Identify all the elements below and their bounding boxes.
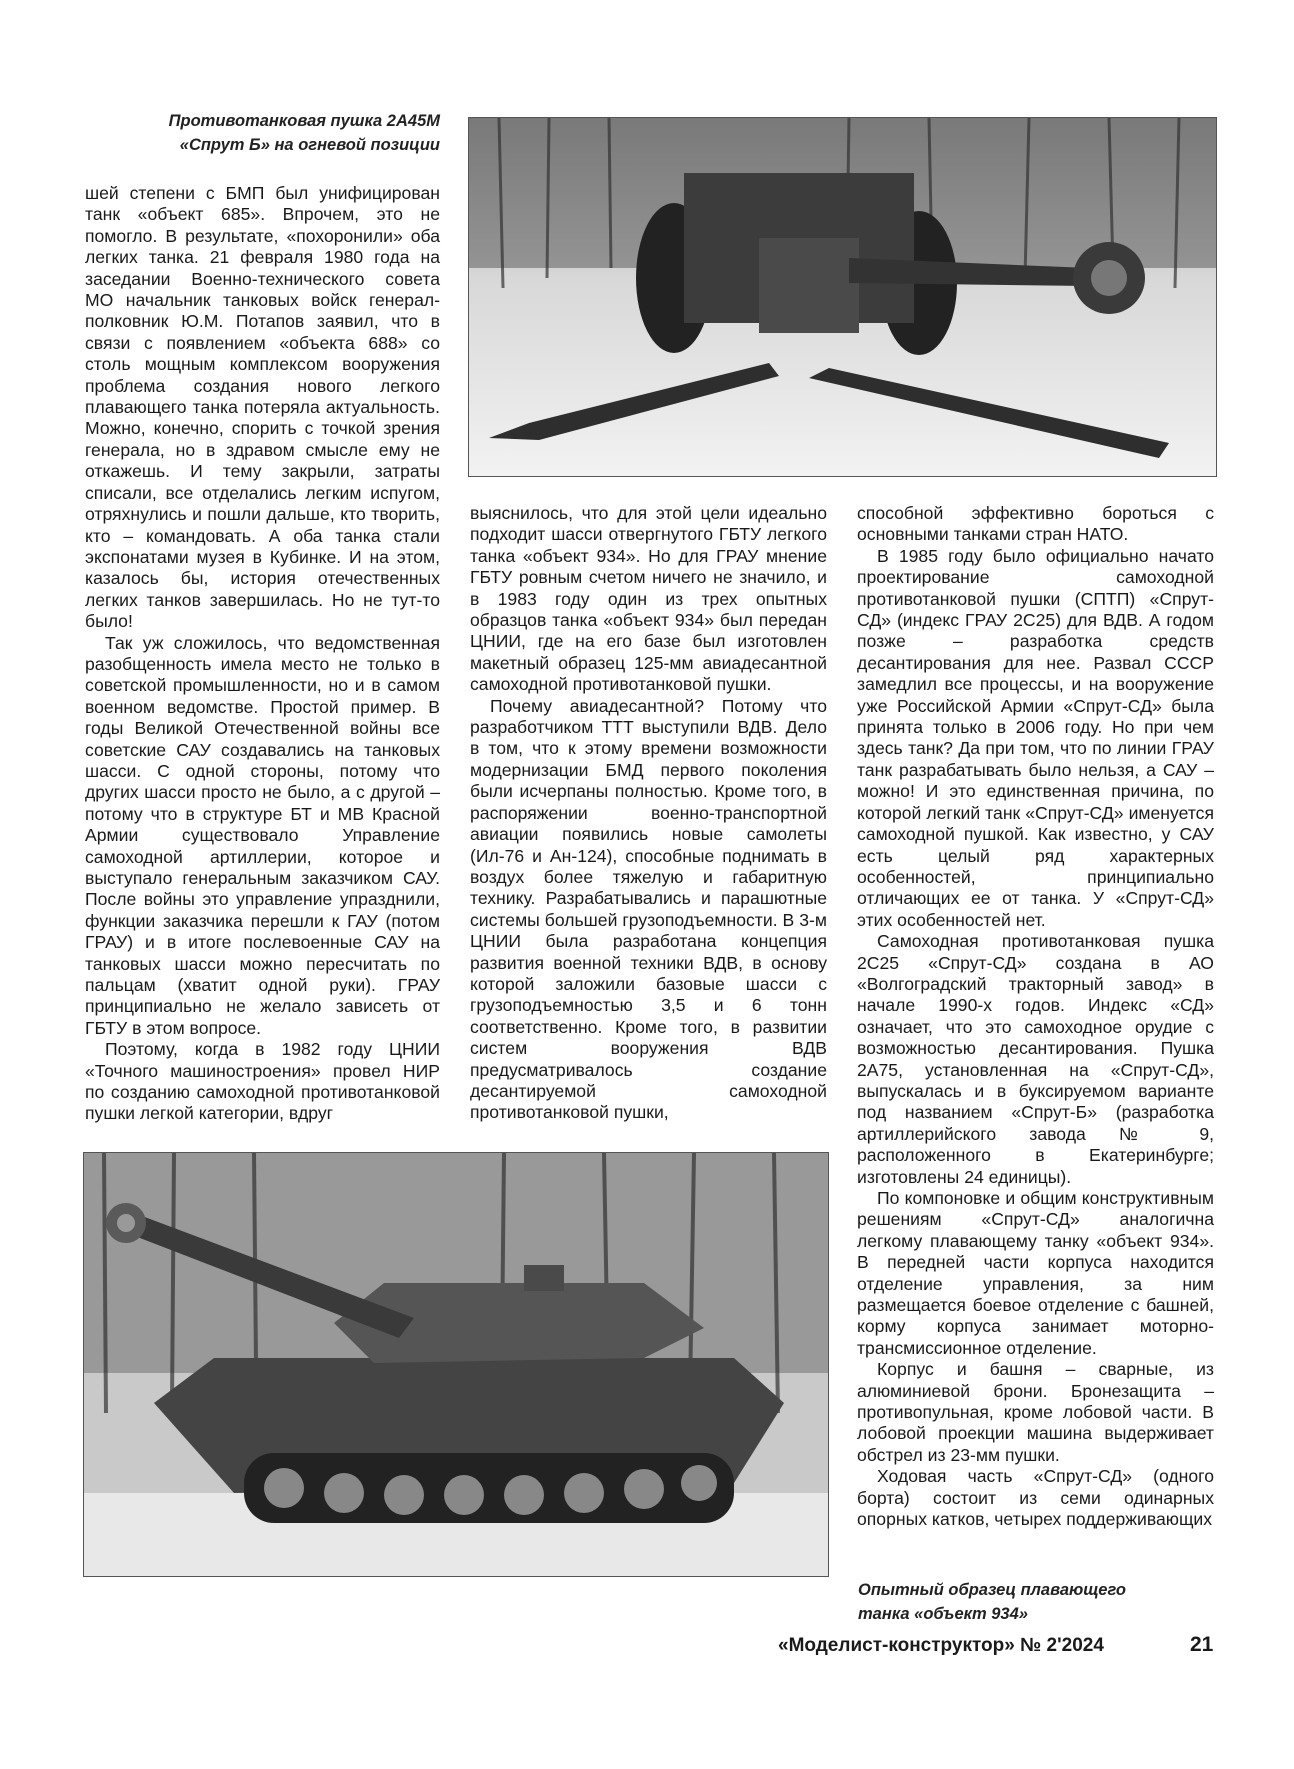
middle-paragraph-1: выяснилось, что для этой цели идеально подходит шасси отвергнутого ГБТУ легкого танка «объект 934». Но для ГРАУ мнение ГБТУ ровным счетом ничего не значило, и в 1983 году один из трех опытных образцов танка «объект 934» был передан ЦНИИ, где на его базе был изготовлен макетный образец 125-мм авиадесантной самоходной противотанковой пушки. (470, 503, 827, 695)
magazine-issue-title: «Моделист-конструктор» № 2'2024 (778, 1635, 1104, 1656)
text-column-right (857, 503, 1214, 1531)
text-column-left (85, 183, 440, 1125)
right-paragraph-1: способной эффективно бороться с основными танками стран НАТО. (857, 503, 1214, 545)
tank-photo-caption (858, 1578, 1158, 1626)
gun-photo-caption (160, 109, 440, 157)
right-paragraph-4: По компоновке и общим конструктивным решениям «Спрут-СД» аналогична легкому плавающему танку «объект 934». В передней части корпуса находится отделение управления, за ним размещается боевое отделение с башней, корму корпуса занимает моторно-трансмиссионное отделение. (857, 1188, 1214, 1358)
left-paragraph-2: Так уж сложилось, что ведомственная разобщенность имела место не только в советской промышленности, но и в самом военном ведомстве. Простой пример. В годы Великой Отечественной войны все советские САУ создавались на танковых шасси. С одной стороны, потому что других шасси просто не было, а с другой – потому что в структуре БТ и МВ Красной Армии существовало Управление самоходной артиллерии, которое и выступало генеральным заказчиком САУ. После войны это управление упразднили, функции заказчика перешли к ГАУ (потом ГРАУ) и в итоге послевоенные САУ на танковых шасси можно пересчитать по пальцам (хватит одной руки). ГРАУ принципиально не желало зависеть от ГБТУ в этом вопросе. (85, 632, 440, 1038)
tank-caption-line-2: танка «объект 934» (858, 1605, 1028, 1623)
left-paragraph-1: шей степени с БМП был унифицирован танк «объект 685». Впрочем, это не помогло. В результате, «похоронили» оба легких танка. 21 февраля 1980 года на заседании Военно-технического совета МО начальник танковых войск генерал-полковник Ю.М. Потапов заявил, что в связи с появлением «объекта 688» со столь мощным комплексом вооружения проблема создания нового легкого плавающего танка потеряла актуальность. Можно, конечно, спорить с точкой зрения генерала, но в здравом смысле ему не откажешь. И тему закрыли, затраты списали, все отделались легким испугом, отряхнулись и пошли дальше, кто творить, кто – командовать. А оба танка стали экспонатами музея в Кубинке. И на этом, казалось бы, история отечественных легких танков завершилась. Но не тут-то было! (85, 183, 440, 632)
page-number: 21 (1190, 1633, 1214, 1656)
tank-photo (83, 1152, 829, 1577)
tank-caption-line-1: Опытный образец плавающего (858, 1581, 1126, 1599)
gun-caption-line-1: Противотанковая пушка 2А45М (168, 112, 440, 130)
text-column-middle (470, 503, 827, 1124)
right-paragraph-2: В 1985 году было официально начато проектирование самоходной противотанковой пушки (СПТП) «Спрут-СД» (индекс ГРАУ 2С25) для ВДВ. А годом позже – разработка средств десантирования для нее. Развал СССР замедлил все процессы, и на вооружение уже Российской Армии «Спрут-СД» была принята только в 2006 году. Но при чем здесь танк? Да при том, что по линии ГРАУ танк разрабатывать было нельзя, а САУ – можно! И это единственная причина, по которой легкий танк «Спрут-СД» именуется самоходной пушкой. Как известно, у САУ есть целый ряд характерных особенностей, принципиально отличающих ее от танка. У «Спрут-СД» этих особенностей нет. (857, 545, 1214, 930)
left-paragraph-3: Поэтому, когда в 1982 году ЦНИИ «Точного машиностроения» провел НИР по созданию самоходной противотанковой пушки легкой категории, вдруг (85, 1039, 440, 1124)
gun-caption-line-2: «Спрут Б» на огневой позиции (179, 136, 440, 154)
right-paragraph-6: Ходовая часть «Спрут-СД» (одного борта) состоит из семи одинарных опорных катков, четырех поддерживающих (857, 1466, 1214, 1530)
middle-paragraph-2: Почему авиадесантной? Потому что разработчиком ТТТ выступили ВДВ. Дело в том, что к этому времени возможности модернизации БМД первого поколения были исчерпаны полностью. Кроме того, в распоряжении военно-транспортной авиации появились новые самолеты (Ил-76 и Ан-124), способные поднимать в воздух более тяжелую и габаритную технику. Разрабатывались и парашютные системы большей грузоподъемности. В 3-м ЦНИИ была разработана концепция развития военной техники ВДВ, в основу которой заложили базовые шасси с грузоподъемностью 3,5 и 6 тонн соответственно. Кроме того, в развитии систем вооружения ВДВ предусматривалось создание десантируемой самоходной противотанковой пушки, (470, 695, 827, 1123)
right-paragraph-5: Корпус и башня – сварные, из алюминиевой брони. Бронезащита – противопульная, кроме лобовой части. В лобовой проекции машина выдерживает обстрел из 23-мм пушки. (857, 1359, 1214, 1465)
gun-photo (468, 117, 1217, 477)
right-paragraph-3: Самоходная противотанковая пушка 2С25 «Спрут-СД» создана в АО «Волгоградский тракторный завод» в начале 1990-х годов. Индекс «СД» означает, что это самоходное орудие с возможностью десантирования. Пушка 2А75, установленная на «Спрут-СД», выпускалась и в буксируемом варианте под названием «Спрут-Б» (разработка артиллерийского завода № 9, расположенного в Екатеринбурге; изготовлены 24 единицы). (857, 931, 1214, 1187)
